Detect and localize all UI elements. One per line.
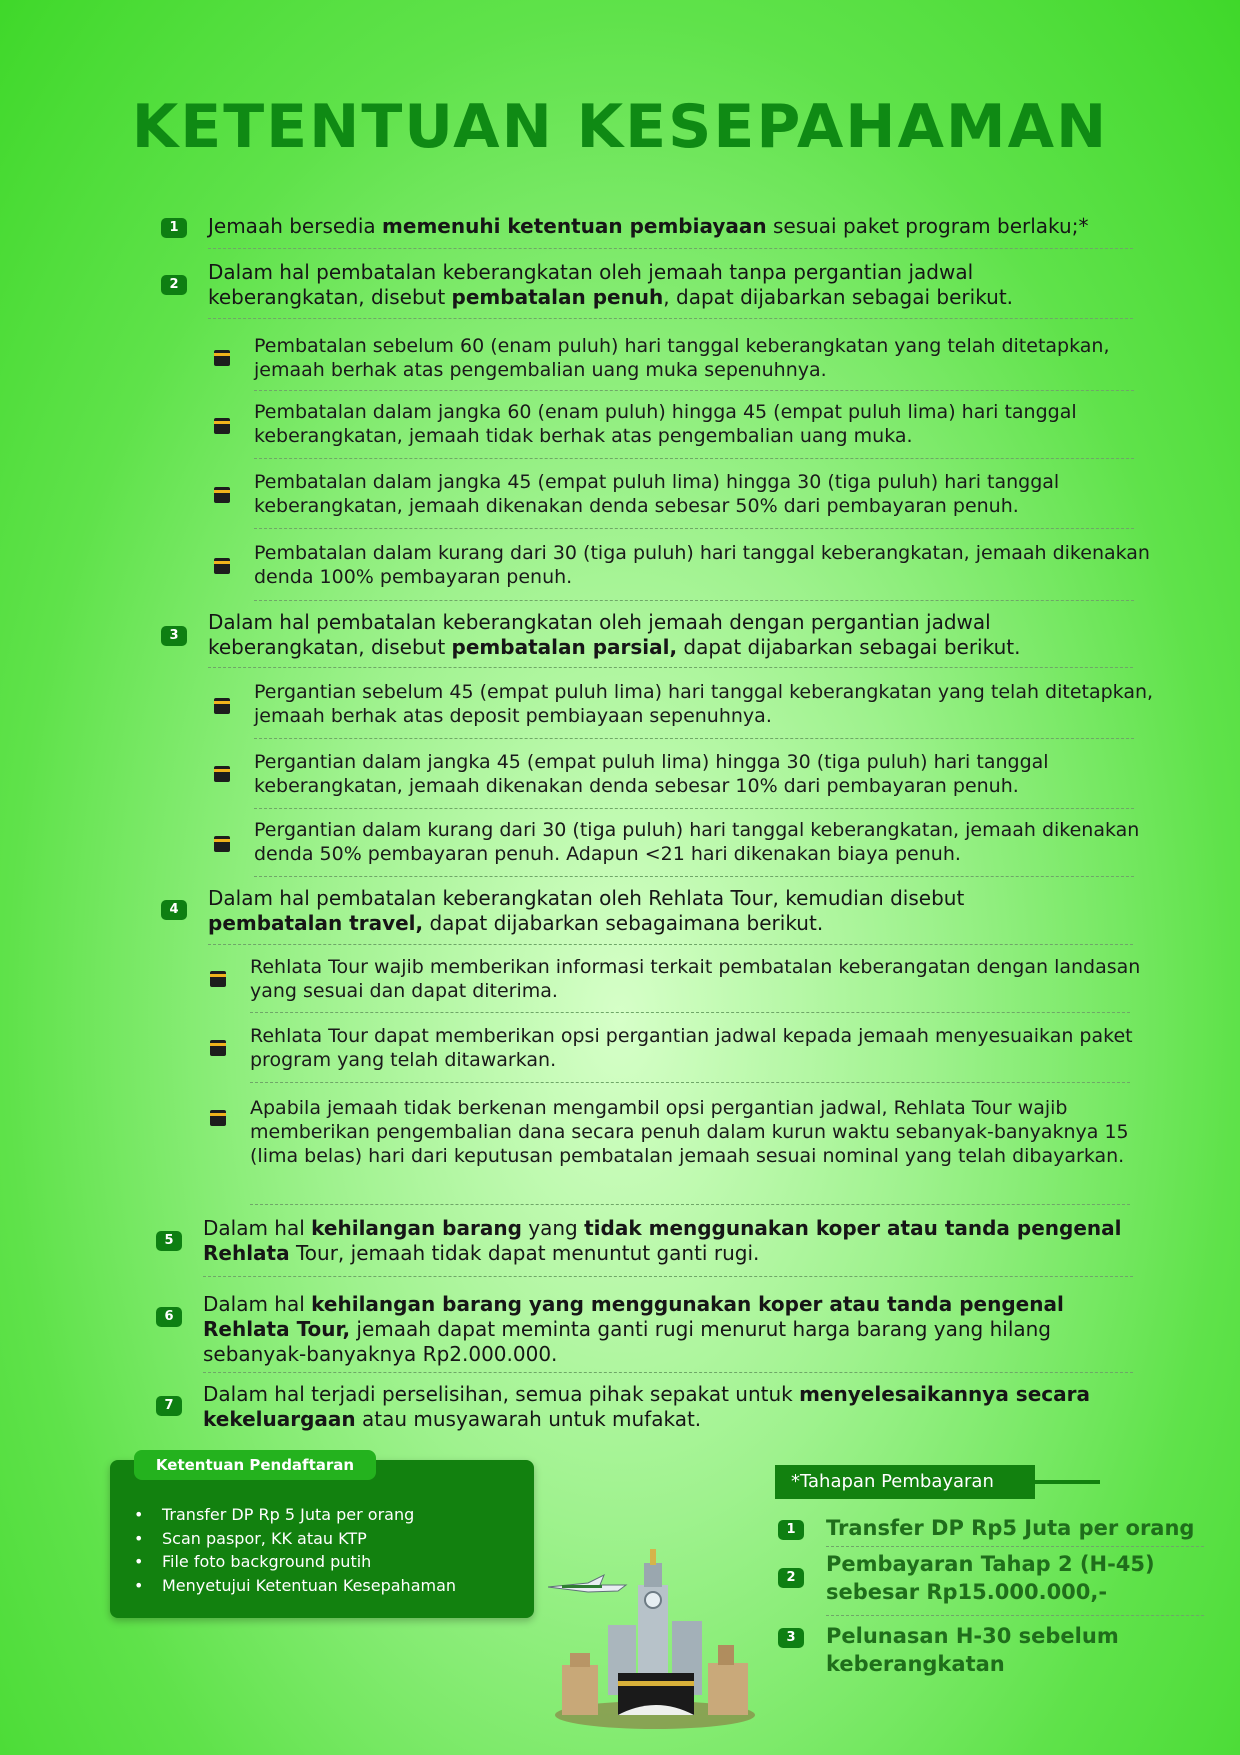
kaaba-icon <box>210 971 226 987</box>
divider <box>250 1204 1130 1205</box>
clause-text: Dalam hal kehilangan barang yang menggunakan koper atau tanda pengenal Rehlata Tour, jemaah dapat meminta ganti rugi menurut harga barang yang hilang sebanyak-banyaknya Rp2.000.000. <box>203 1292 1064 1366</box>
kaaba-icon <box>214 766 230 782</box>
divider <box>826 1615 1204 1616</box>
divider <box>254 876 1134 877</box>
makkah-illustration <box>548 1545 762 1730</box>
registration-list <box>128 1503 456 1597</box>
payment-stages-label: *Tahapan Pembayaran <box>775 1465 1035 1499</box>
divider <box>203 1276 1133 1277</box>
divider <box>203 1372 1133 1373</box>
clause-text: Dalam hal pembatalan keberangkatan oleh jemaah dengan pergantian jadwal keberangkatan, disebut pembatalan parsial, dapat dijabarkan sebagai berikut. <box>208 610 1021 659</box>
list-item: • Transfer DP Rp 5 Juta per orang <box>128 1503 456 1527</box>
sub-item-text: Rehlata Tour wajib memberikan informasi terkait pembatalan keberangatan dengan landasan yang sesuai dan dapat diterima. <box>250 956 1141 1002</box>
clause-number-badge: 4 <box>161 900 187 920</box>
kaaba-icon <box>214 698 230 714</box>
kaaba-icon <box>214 487 230 503</box>
clause-number-badge: 3 <box>161 626 187 646</box>
divider <box>250 1082 1130 1083</box>
list-item: • Menyetujui Ketentuan Kesepahaman <box>128 1574 456 1598</box>
payment-text: Transfer DP Rp5 Juta per orang <box>826 1516 1195 1540</box>
kaaba-icon <box>214 350 230 366</box>
divider <box>254 528 1134 529</box>
label-underline <box>1035 1480 1100 1484</box>
divider <box>208 667 1133 668</box>
clause-number-badge: 6 <box>156 1307 182 1327</box>
registration-label: Ketentuan Pendaftaran <box>134 1450 376 1480</box>
divider <box>250 1012 1130 1013</box>
divider <box>208 248 1133 249</box>
sub-item-text: Pembatalan sebelum 60 (enam puluh) hari tanggal keberangkatan yang telah ditetapkan, jemaah berhak atas pengembalian uang muka sepenuhnya. <box>254 335 1110 381</box>
kaaba-icon <box>214 836 230 852</box>
kaaba-icon <box>210 1040 226 1056</box>
page-title: KETENTUAN KESEPAHAMAN <box>131 92 1109 162</box>
clause-text: Dalam hal terjadi perselisihan, semua pihak sepakat untuk menyelesaikannya secara kekeluargaan atau musyawarah untuk mufakat. <box>203 1382 1090 1431</box>
divider <box>254 390 1134 391</box>
sub-item-text: Pergantian sebelum 45 (empat puluh lima) hari tanggal keberangkatan yang telah ditetapkan, jemaah berhak atas deposit pembiayaan sepenuhnya. <box>254 681 1154 727</box>
clause-number-badge: 1 <box>161 218 187 238</box>
payment-text: Pembayaran Tahap 2 (H-45) sebesar Rp15.000.000,- <box>826 1552 1155 1604</box>
clause-text: Dalam hal pembatalan keberangkatan oleh Rehlata Tour, kemudian disebut pembatalan travel, dapat dijabarkan sebagaimana berikut. <box>208 886 965 935</box>
list-item: • File foto background putih <box>128 1550 456 1574</box>
payment-number-badge: 3 <box>778 1628 804 1648</box>
clause-text: Dalam hal kehilangan barang yang tidak menggunakan koper atau tanda pengenal Rehlata Tour, jemaah tidak dapat menuntut ganti rugi. <box>203 1216 1122 1265</box>
payment-text: Pelunasan H-30 sebelum keberangkatan <box>826 1624 1119 1676</box>
clause-number-badge: 7 <box>156 1396 182 1416</box>
divider <box>254 808 1134 809</box>
clause-number-badge: 5 <box>156 1231 182 1251</box>
kaaba-icon <box>210 1110 226 1126</box>
sub-item-text: Apabila jemaah tidak berkenan mengambil opsi pergantian jadwal, Rehlata Tour wajib memberikan pengembalian dana secara penuh dalam kurun waktu sebanyak-banyaknya 15 (lima belas) hari dari keputusan pembatalan jemaah sesuai nominal yang telah dibayarkan. <box>250 1097 1129 1167</box>
list-item: • Scan paspor, KK atau KTP <box>128 1527 456 1551</box>
payment-number-badge: 1 <box>778 1520 804 1540</box>
divider <box>208 944 1133 945</box>
sub-item-text: Pembatalan dalam jangka 45 (empat puluh lima) hingga 30 (tiga puluh) hari tanggal keberangkatan, jemaah dikenakan denda sebesar 50% dari pembayaran penuh. <box>254 471 1060 517</box>
divider <box>254 458 1134 459</box>
divider <box>254 738 1134 739</box>
clause-text: Jemaah bersedia memenuhi ketentuan pembiayaan sesuai paket program berlaku;* <box>208 214 1089 238</box>
sub-item-text: Pergantian dalam kurang dari 30 (tiga puluh) hari tanggal keberangkatan, jemaah dikenakan denda 50% pembayaran penuh. Adapun <21 hari dikenakan biaya penuh. <box>254 819 1140 865</box>
divider <box>254 600 1134 601</box>
divider <box>826 1546 1204 1547</box>
clause-number-badge: 2 <box>161 275 187 295</box>
payment-number-badge: 2 <box>778 1568 804 1588</box>
sub-item-text: Pembatalan dalam kurang dari 30 (tiga puluh) hari tanggal keberangkatan, jemaah dikenakan denda 100% pembayaran penuh. <box>254 542 1150 588</box>
divider <box>208 318 1133 319</box>
sub-item-text: Pembatalan dalam jangka 60 (enam puluh) hingga 45 (empat puluh lima) hari tanggal keberangkatan, jemaah tidak berhak atas pengembalian uang muka. <box>254 401 1077 447</box>
sub-item-text: Rehlata Tour dapat memberikan opsi pergantian jadwal kepada jemaah menyesuaikan paket program yang telah ditawarkan. <box>250 1025 1133 1071</box>
kaaba-icon <box>214 558 230 574</box>
kaaba-icon <box>214 418 230 434</box>
sub-item-text: Pergantian dalam jangka 45 (empat puluh lima) hingga 30 (tiga puluh) hari tanggal keberangkatan, jemaah dikenakan denda sebesar 10% dari pembayaran penuh. <box>254 751 1049 797</box>
clause-text: Dalam hal pembatalan keberangkatan oleh jemaah tanpa pergantian jadwal keberangkatan, disebut pembatalan penuh, dapat dijabarkan sebagai berikut. <box>208 260 1014 309</box>
